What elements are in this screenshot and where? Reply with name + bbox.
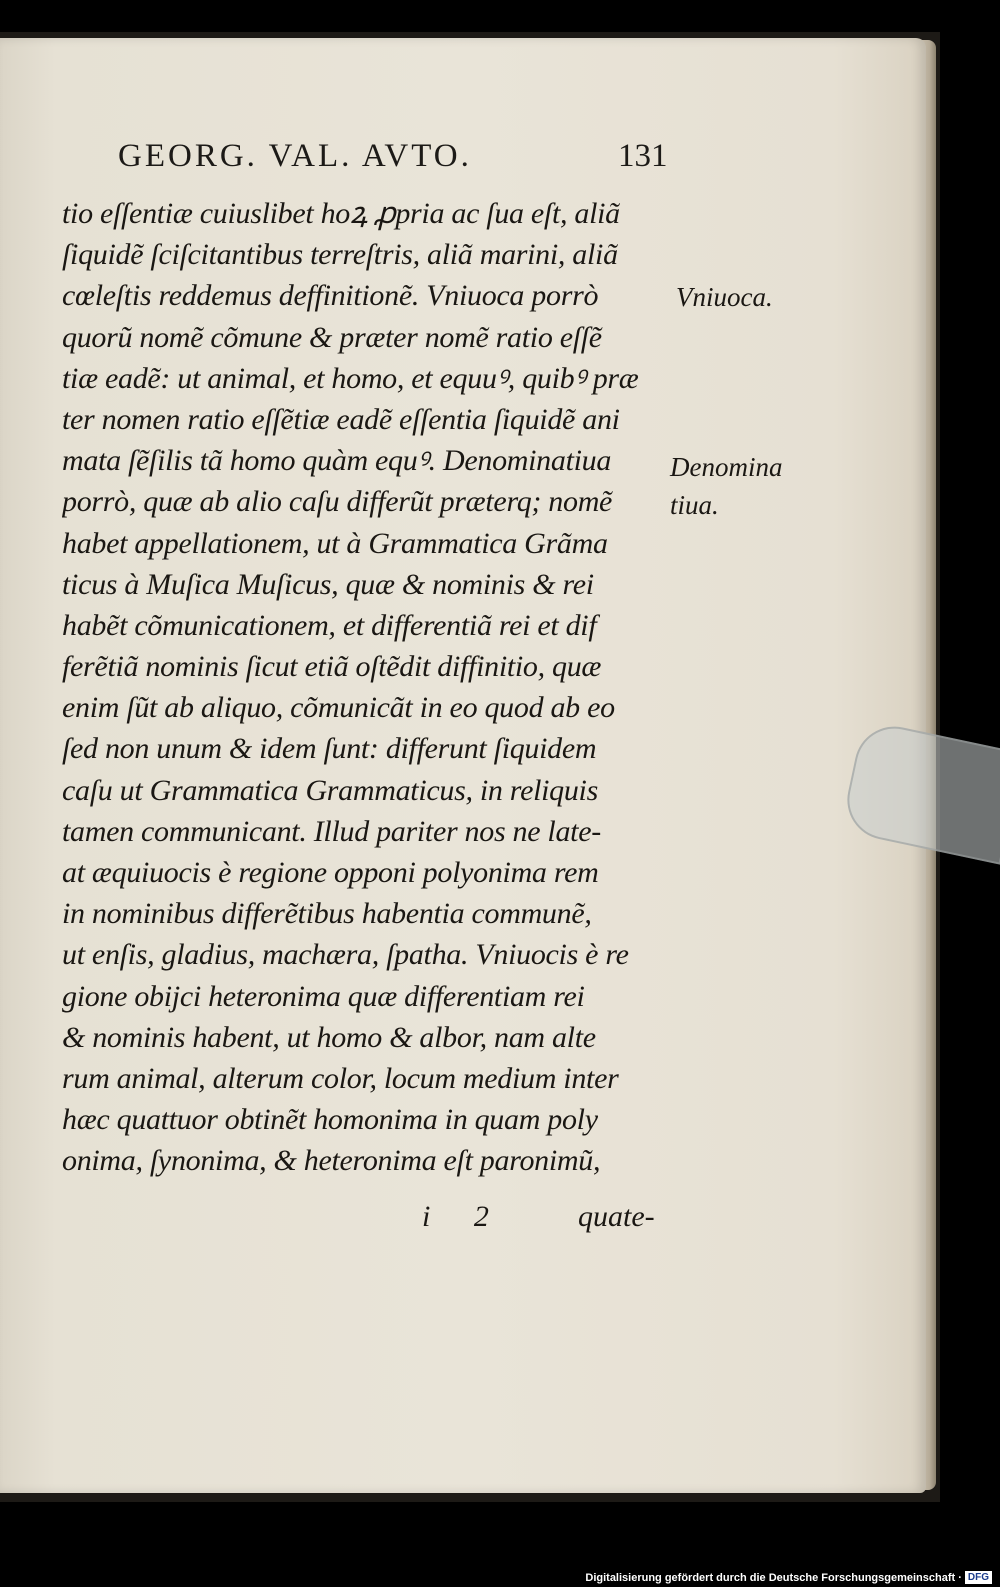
text-line: ter nomen ratio eſſẽtiæ eadẽ eſſentia ſiquidẽ ani [62,402,620,436]
text-line: porrò, quæ ab alio caſu differũt præterq; nomẽ [62,485,613,519]
text-line: gione obijci heteronima quæ differentiam rei [62,979,585,1013]
text-line: cœleſtis reddemus deffinitionẽ. Vniuoca porrò [62,279,599,313]
digitization-credit [585,1571,992,1584]
text-line: enim ſũt ab aliquo, cõmunicãt in eo quod ab eo [62,691,615,725]
text-line: tamen communicant. Illud pariter nos ne late- [62,814,601,848]
margin-note-line: Denomina [670,452,783,482]
margin-note-denominatiua [670,448,782,524]
text-line: habet appellationem, ut à Grammatica Grãma [62,526,608,560]
text-line: at æquiuocis è regione opponi polyonima rem [62,856,599,889]
text-line: & nominis habent, ut homo & albor, nam alte [62,1020,596,1054]
text-line: ſed non unum & idem ſunt: differunt ſiquidem [62,732,597,766]
text-line: ut enſis, gladius, machæra, ſpatha. Vniuocis è re [62,938,629,972]
text-line: in nominibus differẽtibus habentia communẽ, [62,897,592,931]
margin-note-line: tiua. [670,490,719,520]
dfg-logo: DFG [965,1571,992,1584]
credit-text: Digitalisierung gefördert durch die Deutsche Forschungsgemeinschaft · [585,1572,962,1584]
text-line: tio eſſentiæ cuiuslibet hoꝝ ꝓpria ac ſua eſt, aliã [62,197,620,230]
text-line: hæc quattuor obtinẽt homonima in quam poly [62,1103,598,1137]
text-line: mata ſẽſilis tã homo quàm equꝰ. Denominatiua [62,444,612,478]
text-line: quorũ nomẽ cõmune & præter nomẽ ratio eſſẽ [62,320,602,354]
text-line: tiæ eadẽ: ut animal, et homo, et equuꝰ, quibꝰ præ [62,361,639,395]
text-line: ticus à Muſica Muſicus, quæ & nominis & rei [62,567,594,601]
running-head [118,138,678,175]
text-line: ſiquidẽ ſciſcitantibus terreſtris, aliã marini, aliã [62,238,618,272]
text-line: rum animal, alterum color, locum medium inter [62,1061,619,1095]
text-line: habẽt cõmunicationem, et differentiã rei et dif [62,608,597,642]
catchword: quate- [578,1200,655,1233]
running-head-title: GEORG. VAL. AVTO. [118,138,472,174]
page-footer [0,1200,700,1240]
signature-mark: i 2 [422,1200,507,1233]
text-line: onima, ſynonima, & heteronima eſt paronimũ, [62,1144,601,1178]
margin-note-vniuoca: Vniuoca. [676,282,773,312]
body-text [62,193,672,1182]
page-number: 131 [618,138,668,174]
text-line: ferẽtiã nominis ſicut etiã oſtẽdit diffinitio, quæ [62,650,602,684]
text-line: caſu ut Grammatica Grammaticus, in reliquis [62,773,598,807]
